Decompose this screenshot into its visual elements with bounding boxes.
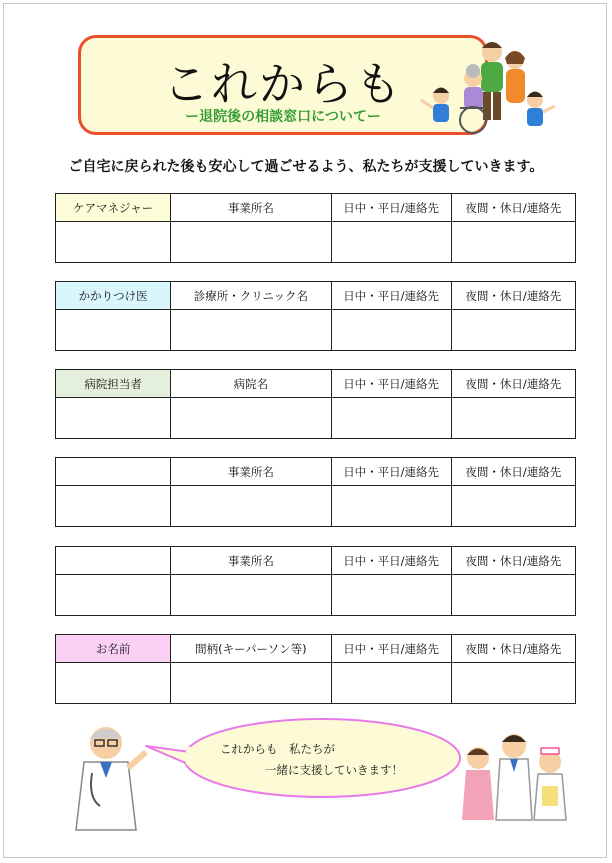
family-doctor-table <box>55 281 576 351</box>
role-label: かかりつけ医 <box>56 282 171 310</box>
daytime-contact-cell[interactable] <box>331 222 451 263</box>
daytime-contact-header: 日中・平日/連絡先 <box>331 370 451 398</box>
night-contact-header: 夜間・休日/連絡先 <box>451 635 575 663</box>
daytime-contact-header: 日中・平日/連絡先 <box>331 194 451 222</box>
facility-name-header: 事業所名 <box>171 194 331 222</box>
bubble-text-line2: 一緒に支援していきます！ <box>265 763 403 777</box>
role-label[interactable] <box>56 547 171 575</box>
night-contact-header: 夜間・休日/連絡先 <box>451 282 575 310</box>
role-name-cell[interactable] <box>56 575 171 616</box>
page-title: これからも <box>163 57 403 111</box>
relationship-cell[interactable] <box>171 663 331 704</box>
role-label: お名前 <box>56 635 171 663</box>
other-service-table-1 <box>55 457 576 527</box>
page-subtitle: ー退院後の相談窓口についてー <box>185 109 381 125</box>
speech-bubble <box>142 716 462 800</box>
clinic-name-header: 診療所・クリニック名 <box>171 282 331 310</box>
daytime-contact-cell[interactable] <box>331 663 451 704</box>
night-contact-cell[interactable] <box>451 222 575 263</box>
daytime-contact-cell[interactable] <box>331 398 451 439</box>
daytime-contact-cell[interactable] <box>331 310 451 351</box>
daytime-contact-cell[interactable] <box>331 486 451 527</box>
hospital-staff-table <box>55 369 576 439</box>
medical-staff-illustration <box>456 722 574 822</box>
care-manager-table <box>55 193 576 263</box>
role-name-cell[interactable] <box>56 398 171 439</box>
family-illustration <box>415 38 560 136</box>
daytime-contact-header: 日中・平日/連絡先 <box>331 458 451 486</box>
facility-name-cell[interactable] <box>171 222 331 263</box>
clinic-name-cell[interactable] <box>171 310 331 351</box>
night-contact-cell[interactable] <box>451 663 575 704</box>
daytime-contact-header: 日中・平日/連絡先 <box>331 547 451 575</box>
hospital-name-header: 病院名 <box>171 370 331 398</box>
hospital-name-cell[interactable] <box>171 398 331 439</box>
patient-name-cell[interactable] <box>56 663 171 704</box>
night-contact-cell[interactable] <box>451 310 575 351</box>
lead-text: ご自宅に戻られた後も安心して過ごせるよう、私たちが支援していきます。 <box>68 159 544 175</box>
role-label: ケアマネジャー <box>56 194 171 222</box>
facility-name-header: 事業所名 <box>171 547 331 575</box>
role-name-cell[interactable] <box>56 222 171 263</box>
daytime-contact-header: 日中・平日/連絡先 <box>331 635 451 663</box>
night-contact-header: 夜間・休日/連絡先 <box>451 458 575 486</box>
facility-name-cell[interactable] <box>171 486 331 527</box>
night-contact-header: 夜間・休日/連絡先 <box>451 194 575 222</box>
daytime-contact-header: 日中・平日/連絡先 <box>331 282 451 310</box>
role-name-cell[interactable] <box>56 310 171 351</box>
night-contact-header: 夜間・休日/連絡先 <box>451 370 575 398</box>
role-label[interactable] <box>56 458 171 486</box>
night-contact-cell[interactable] <box>451 486 575 527</box>
night-contact-cell[interactable] <box>451 398 575 439</box>
relationship-header: 間柄(キーパーソン等) <box>171 635 331 663</box>
role-label: 病院担当者 <box>56 370 171 398</box>
other-service-table-2 <box>55 546 576 616</box>
night-contact-cell[interactable] <box>451 575 575 616</box>
night-contact-header: 夜間・休日/連絡先 <box>451 547 575 575</box>
patient-name-table <box>55 634 576 704</box>
bubble-text-line1: これからも 私たちが <box>220 742 335 756</box>
daytime-contact-cell[interactable] <box>331 575 451 616</box>
facility-name-cell[interactable] <box>171 575 331 616</box>
facility-name-header: 事業所名 <box>171 458 331 486</box>
role-name-cell[interactable] <box>56 486 171 527</box>
